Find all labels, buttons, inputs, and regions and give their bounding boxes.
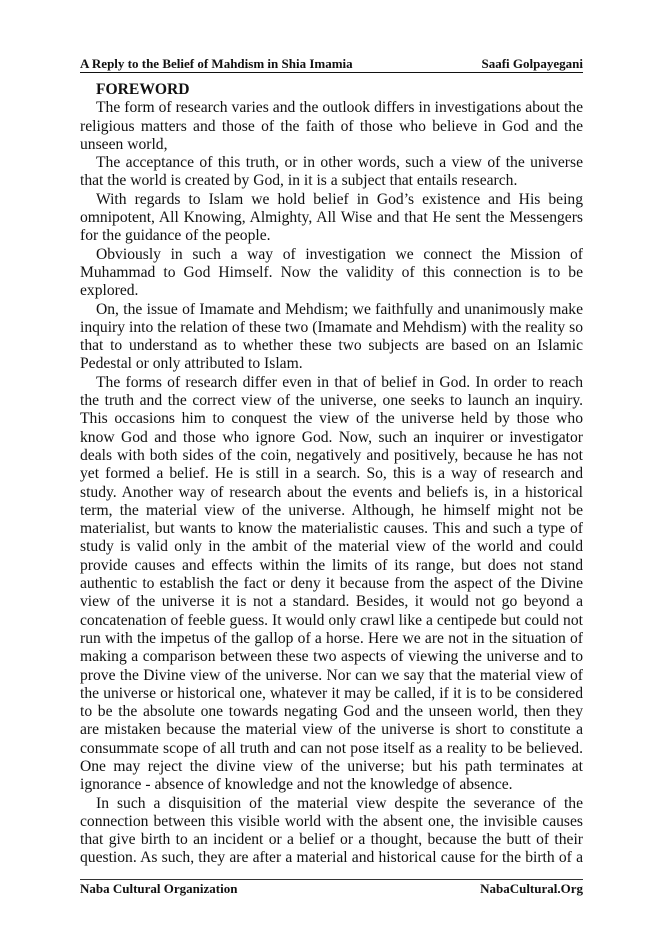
text-line: study. Another way of research about the events and beliefs is, in a historical <box>80 483 583 501</box>
text-line: In such a disquisition of the material view despite the severance of the <box>96 794 583 812</box>
paragraph <box>80 246 583 301</box>
text-line: that the world is created by God, in it is a subject that entails research. <box>80 172 518 190</box>
text-line: On, the issue of Imamate and Mehdism; we faithfully and unanimously make <box>96 300 583 318</box>
text-line: provide causes and effects within the limits of its range, but does not stand <box>80 556 583 574</box>
text-line: With regards to Islam we hold belief in God’s existence and His being <box>96 190 583 208</box>
text-line: This occasions him to conquest the view of the universe held by those who <box>80 410 583 428</box>
text-line: omnipotent, All Knowing, Almighty, All Wise and that He sent the Messengers <box>80 209 583 227</box>
text-line: The form of research varies and the outlook differs in investigations about the <box>96 99 583 117</box>
text-line: for the guidance of the people. <box>80 227 271 245</box>
text-line: Obviously in such a way of investigation we connect the Mission of <box>96 245 583 263</box>
text-line: are mistaken because the material view of the universe is short to constitute a <box>80 721 583 739</box>
text-line: concatenation of feeble guess. It would only crawl like a centipede but could not <box>80 611 583 629</box>
text-line: yet formed a belief. He is still in a search. So, this is a way of research and <box>80 465 583 483</box>
text-line: the truth and the correct view of the universe, one seeks to launch an inquiry. <box>80 392 583 410</box>
header-author: Saafi Golpayegani <box>481 56 583 71</box>
running-header <box>80 56 583 73</box>
text-line: ignorance - absence of knowledge and not the knowledge of absence. <box>80 776 513 794</box>
paragraph <box>80 795 583 868</box>
text-line: The forms of research differ even in that of belief in God. In order to reach <box>96 373 583 391</box>
text-line: that to understand as to whether these two subjects are based on an Islamic <box>80 337 583 355</box>
paragraph <box>80 374 583 795</box>
running-footer <box>80 881 583 897</box>
text-line: explored. <box>80 282 139 300</box>
text-line: run with the impetus of the gallop of a horse. Here we are not in the situation of <box>80 629 583 647</box>
header-book-title: A Reply to the Belief of Mahdism in Shia Imamia <box>80 56 353 71</box>
text-line: making a comparison between these two aspects of viewing the universe and to <box>80 648 583 666</box>
paragraph <box>80 191 583 246</box>
text-line: to be the absolute one towards negating God and the unseen world, then they <box>80 703 583 721</box>
text-line: question. As such, they are after a material and historical cause for the birth of a <box>80 849 583 867</box>
text-line: Muhammad to God Himself. Now the validity of this connection is to be <box>80 263 583 281</box>
text-line: unseen world, <box>80 135 168 153</box>
paragraph <box>80 154 583 191</box>
footer-website: NabaCultural.Org <box>480 881 583 896</box>
text-line: inquiry into the relation of these two (Imamate and Mehdism) with the reality so <box>80 318 583 336</box>
text-line: materialist, but wants to know the materialistic causes. This and such a type of <box>80 520 583 538</box>
text-line: know God and those who ignore God. Now, such an inquirer or investigator <box>80 428 583 446</box>
text-line: consummate scope of all truth and can not pose itself as a reality to be believed. <box>80 739 583 757</box>
text-line: Pedestal or only attributed to Islam. <box>80 355 303 373</box>
text-line: One may reject the divine view of the universe; but his path terminates at <box>80 757 583 775</box>
text-line: religious matters and those of the faith of those who believe in God and the <box>80 117 583 135</box>
section-title: FOREWORD <box>96 81 190 98</box>
footer-organization: Naba Cultural Organization <box>80 881 238 896</box>
text-line: that give birth to an incident or a belief or a thought, because the butt of their <box>80 831 583 849</box>
text-line: authentic to establish the fact or deny it because from the aspect of the Divine <box>80 575 583 593</box>
paragraphs <box>80 99 583 867</box>
text-line: connection between this visible world with the absent one, the invisible causes <box>80 812 583 830</box>
text-line: deals with both sides of the coin, negatively and positively, because he has not <box>80 446 583 464</box>
text-line: the universe or historical one, whatever it may be called, if it is to be considered <box>80 684 583 702</box>
paragraph <box>80 99 583 154</box>
text-line: prove the Divine view of the universe. Nor can we say that the material view of <box>80 666 583 684</box>
text-line: study is valid only in the ambit of the material view of the world and could <box>80 538 583 556</box>
paragraph <box>80 301 583 374</box>
footer-divider <box>80 879 583 880</box>
text-line: term, the material view of the universe. Although, he himself might not be <box>80 501 583 519</box>
page-body <box>80 81 583 868</box>
text-line: The acceptance of this truth, or in other words, such a view of the universe <box>96 154 583 172</box>
text-line: view of the universe it is not a standard. Besides, it would not go beyond a <box>80 593 583 611</box>
